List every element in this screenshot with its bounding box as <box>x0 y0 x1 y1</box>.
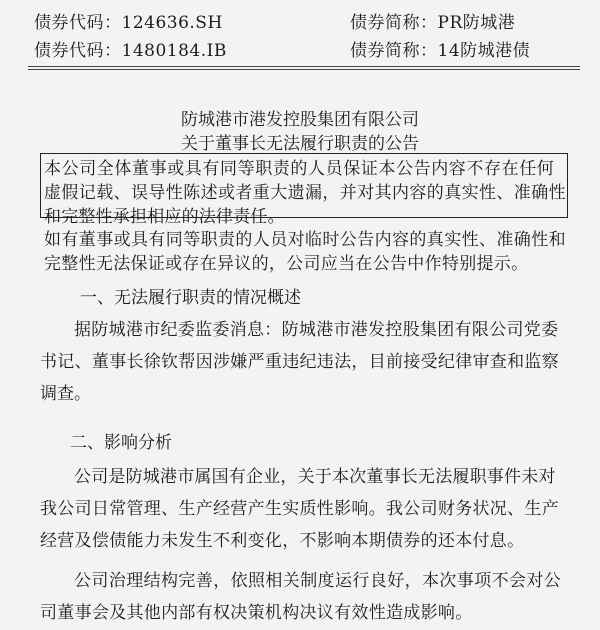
bond-abbr-ib: 债券简称：14防城港债 <box>350 41 531 61</box>
paragraph-line: 公司治理结构完善，依照相关制度运行良好，本次事项不会对公 <box>74 571 562 591</box>
paragraph-line: 司董事会及其他内部有权决策机构决议有效性造成影响。 <box>40 603 473 623</box>
bond-code-sh: 债券代码：124636.SH <box>34 13 223 33</box>
paragraph-line: 我公司日常管理、生产经营产生实质性影响。我公司财务状况、生产 <box>40 499 559 519</box>
section-heading-overview: 一、无法履行职责的情况概述 <box>80 288 301 308</box>
section-heading-impact: 二、影响分析 <box>70 433 172 453</box>
disclaimer-line: 完整性无法保证或存在异议的，公司应当在公告中作特别提示。 <box>44 254 529 274</box>
notice-line: 虚假记载、误导性陈述或者重大遗漏，并对其内容的真实性、准确性 <box>44 183 566 203</box>
notice-line: 和完整性承担相应的法律责任。 <box>44 207 285 227</box>
paragraph-line: 据防城港市纪委监委消息：防城港市港发控股集团有限公司党委 <box>74 320 559 340</box>
header-divider <box>28 66 580 67</box>
bond-code-ib: 债券代码：1480184.IB <box>34 41 227 61</box>
announcement-title: 关于董事长无法履行职责的公告 <box>181 134 419 154</box>
paragraph-line: 书记、董事长徐钦帮因涉嫌严重违纪违法，目前接受纪律审查和监察 <box>40 352 559 372</box>
disclaimer-line: 如有董事或具有同等职责的人员对临时公告内容的真实性、准确性和 <box>44 230 566 250</box>
paragraph-line: 公司是防城港市属国有企业，关于本次董事长无法履职事件未对 <box>74 467 556 487</box>
header-divider-second <box>28 69 580 70</box>
paragraph-line: 调查。 <box>40 384 91 404</box>
bond-abbr-sh: 债券简称：PR防城港 <box>350 13 516 33</box>
notice-line: 本公司全体董事或具有同等职责的人员保证本公告内容不存在任何 <box>44 159 555 179</box>
company-title: 防城港市港发控股集团有限公司 <box>181 110 419 130</box>
paragraph-line: 经营及偿债能力未发生不利变化，不影响本期债券的还本付息。 <box>40 531 525 551</box>
